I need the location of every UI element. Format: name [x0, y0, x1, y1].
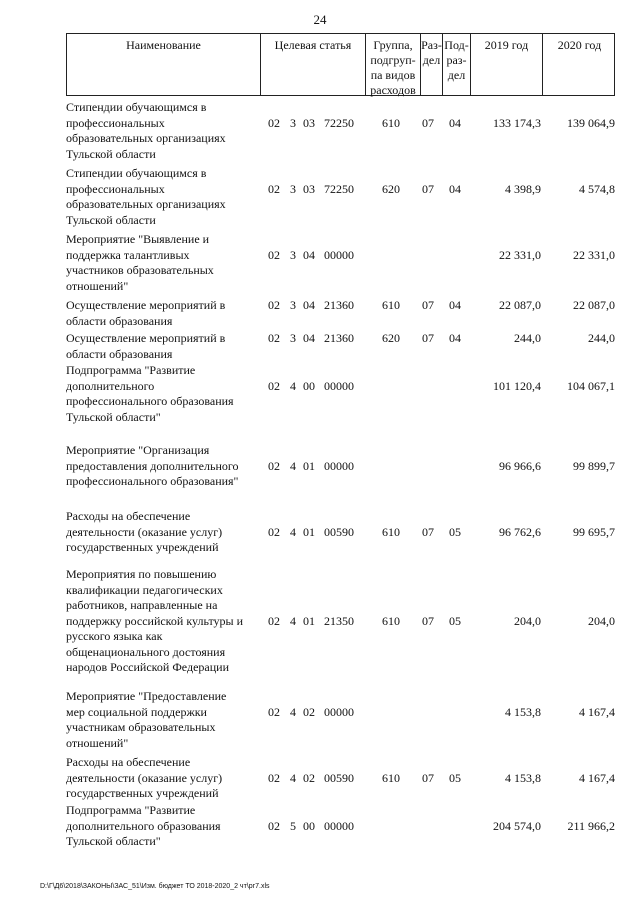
row-name-line: работников, направленные на: [66, 598, 218, 612]
value-2019: 96 966,6: [499, 458, 541, 473]
row-name-line: Осуществление мероприятий в: [66, 298, 226, 312]
row-name-line: профессионального образования: [66, 394, 234, 408]
code-direction: 00590: [324, 524, 354, 539]
code-program: 02: [268, 458, 280, 473]
expense-group: 620: [382, 331, 400, 345]
row-name-line: деятельности (оказание услуг): [66, 524, 223, 539]
code-subprogram: 4: [290, 378, 296, 393]
code-event: 01: [303, 458, 315, 473]
row-name-line: народов Российской Федерации: [66, 660, 229, 674]
row-name-line: области образования: [66, 346, 173, 361]
value-2020: 211 966,2: [567, 818, 615, 833]
code-event: 03: [303, 181, 315, 196]
row-name-line: образовательных организациях: [66, 197, 226, 211]
row-name-line: образовательных организациях: [66, 131, 226, 145]
row-name-line: русского языка как: [66, 629, 163, 643]
subsection: 05: [449, 613, 461, 628]
code-direction: 00000: [324, 378, 354, 393]
row-name: [66, 232, 262, 294]
value-2020: 99 899,7: [573, 458, 615, 473]
expense-group: 610: [382, 298, 400, 312]
code-program: 02: [268, 115, 280, 130]
code-direction: 00000: [324, 704, 354, 719]
section: 07: [422, 524, 434, 539]
row-name-line: области образования: [66, 313, 173, 328]
value-2019: 4 153,8: [505, 704, 541, 719]
code-program: 02: [268, 524, 280, 539]
code-event: 01: [303, 613, 315, 628]
code-subprogram: 3: [290, 181, 296, 196]
file-path-footer: D:\Г\Д6\2018\ЗАКОНЫ\ЗАС_51\Изм. бюджет ТО 2018-2020_2 чт\рг7.xls: [40, 883, 270, 890]
row-name-line: Тульской области: [66, 212, 156, 227]
code-program: 02: [268, 181, 280, 196]
code-subprogram: 3: [290, 298, 296, 312]
row-name: [66, 166, 262, 228]
code-event: 03: [303, 115, 315, 130]
code-event: 02: [303, 770, 315, 785]
code-direction: 21360: [324, 298, 354, 312]
header-group-line: па видов: [370, 68, 416, 82]
code-direction: 00590: [324, 770, 354, 785]
expense-group: 610: [382, 770, 400, 785]
value-2020: 244,0: [588, 331, 615, 345]
row-name-line: Расходы на обеспечение: [66, 509, 191, 523]
section: 07: [422, 331, 434, 345]
value-2019: 4 398,9: [505, 181, 541, 196]
row-name-line: мер социальной поддержки: [66, 704, 207, 719]
row-name-line: поддержка талантливых: [66, 247, 190, 262]
row-name-line: предоставления дополнительного: [66, 458, 239, 473]
header-target: Целевая статья: [260, 34, 365, 95]
value-2020: 139 064,9: [567, 115, 615, 130]
subsection: 04: [449, 115, 461, 130]
subsection: 04: [449, 298, 461, 312]
header-podrazdel-line: дел: [447, 68, 466, 82]
row-name: [66, 298, 262, 329]
value-2020: 204,0: [588, 613, 615, 628]
code-subprogram: 3: [290, 331, 296, 345]
row-name: [66, 689, 262, 751]
row-name: [66, 567, 262, 676]
value-2020: 4 167,4: [579, 704, 615, 719]
row-name-line: участникам образовательных: [66, 720, 216, 734]
code-subprogram: 5: [290, 818, 296, 833]
code-subprogram: 4: [290, 770, 296, 785]
code-direction: 21360: [324, 331, 354, 345]
value-2019: 244,0: [514, 331, 541, 345]
code-direction: 21350: [324, 613, 354, 628]
header-name: Наименование: [126, 38, 201, 52]
code-event: 00: [303, 818, 315, 833]
expense-group: 620: [382, 181, 400, 196]
code-program: 02: [268, 331, 280, 345]
row-name-line: отношений": [66, 278, 129, 293]
row-name-line: профессиональных: [66, 181, 165, 196]
row-name-line: Стипендии обучающимся в: [66, 100, 207, 114]
row-name-line: Подпрограмма "Развитие: [66, 363, 196, 377]
code-direction: 00000: [324, 458, 354, 473]
row-name-line: Мероприятие "Выявление и: [66, 232, 210, 246]
row-name-line: Стипендии обучающимся в: [66, 166, 207, 180]
code-event: 04: [303, 331, 315, 345]
value-2020: 104 067,1: [567, 378, 615, 393]
header-group: [365, 34, 420, 95]
code-direction: 00000: [324, 818, 354, 833]
value-2019: 22 331,0: [499, 247, 541, 262]
expense-group: 610: [382, 115, 400, 130]
header-podrazdel: [442, 34, 470, 95]
row-name-line: квалификации педагогических: [66, 582, 223, 597]
expense-group: 610: [382, 524, 400, 539]
row-name-line: Тульской области": [66, 409, 161, 424]
value-2019: 133 174,3: [493, 115, 541, 130]
row-name-line: профессионального образования": [66, 474, 239, 488]
row-name-line: Тульской области: [66, 146, 156, 161]
row-name: [66, 443, 262, 490]
row-name-line: государственных учреждений: [66, 540, 219, 554]
code-event: 04: [303, 298, 315, 312]
value-2020: 22 087,0: [573, 298, 615, 312]
table-header: [66, 33, 615, 96]
code-program: 02: [268, 247, 280, 262]
row-name: [66, 509, 262, 556]
subsection: 05: [449, 524, 461, 539]
code-program: 02: [268, 613, 280, 628]
value-2020: 22 331,0: [573, 247, 615, 262]
code-event: 00: [303, 378, 315, 393]
value-2019: 204,0: [514, 613, 541, 628]
value-2019: 4 153,8: [505, 770, 541, 785]
row-name-line: дополнительного образования: [66, 818, 221, 833]
header-group-line: подгруп-: [370, 53, 416, 67]
value-2019: 101 120,4: [493, 378, 541, 393]
value-2019: 96 762,6: [499, 524, 541, 539]
subsection: 05: [449, 770, 461, 785]
header-group-line: Группа,: [373, 38, 413, 52]
row-name-line: государственных учреждений: [66, 786, 219, 800]
value-2019: 22 087,0: [499, 298, 541, 312]
row-name-line: участников образовательных: [66, 263, 214, 277]
header-podrazdel-line: раз-: [446, 53, 467, 67]
row-name-line: Мероприятия по повышению: [66, 567, 217, 581]
section: 07: [422, 115, 434, 130]
row-name-line: отношений": [66, 735, 129, 750]
code-direction: 72250: [324, 115, 354, 130]
code-subprogram: 4: [290, 704, 296, 719]
code-program: 02: [268, 818, 280, 833]
value-2020: 99 695,7: [573, 524, 615, 539]
row-name-line: Тульской области": [66, 834, 161, 848]
row-name-line: Расходы на обеспечение: [66, 755, 191, 769]
row-name-line: Мероприятие "Предоставление: [66, 689, 227, 703]
header-podrazdel-line: Под-: [444, 38, 469, 52]
row-name-line: деятельности (оказание услуг): [66, 770, 223, 785]
row-name-line: Осуществление мероприятий в: [66, 331, 226, 345]
row-name: [66, 803, 262, 850]
row-name-line: поддержку российской культуры и: [66, 613, 244, 628]
value-2020: 4 167,4: [579, 770, 615, 785]
section: 07: [422, 770, 434, 785]
code-subprogram: 3: [290, 247, 296, 262]
header-razdel-line: Раз-: [421, 38, 442, 52]
code-event: 02: [303, 704, 315, 719]
row-name-line: Мероприятие "Организация: [66, 443, 210, 457]
row-name: [66, 331, 262, 362]
page-number: 24: [313, 12, 327, 27]
code-program: 02: [268, 704, 280, 719]
code-program: 02: [268, 378, 280, 393]
code-subprogram: 4: [290, 613, 296, 628]
expense-group: 610: [382, 613, 400, 628]
code-event: 04: [303, 247, 315, 262]
code-program: 02: [268, 298, 280, 312]
row-name: [66, 755, 262, 802]
row-name-line: Подпрограмма "Развитие: [66, 803, 196, 817]
code-direction: 00000: [324, 247, 354, 262]
value-2020: 4 574,8: [579, 181, 615, 196]
section: 07: [422, 613, 434, 628]
code-direction: 72250: [324, 181, 354, 196]
row-name: [66, 100, 262, 162]
section: 07: [422, 298, 434, 312]
row-name: [66, 363, 262, 425]
header-2020: 2020 год: [542, 34, 616, 95]
header-razdel-line: дел: [422, 53, 441, 67]
code-subprogram: 4: [290, 458, 296, 473]
subsection: 04: [449, 181, 461, 196]
code-program: 02: [268, 770, 280, 785]
row-name-line: дополнительного: [66, 378, 155, 393]
row-name-line: общенационального достояния: [66, 644, 226, 659]
section: 07: [422, 181, 434, 196]
subsection: 04: [449, 331, 461, 345]
code-subprogram: 3: [290, 115, 296, 130]
code-subprogram: 4: [290, 524, 296, 539]
value-2019: 204 574,0: [493, 818, 541, 833]
header-group-line: расходов: [370, 83, 416, 97]
row-name-line: профессиональных: [66, 115, 165, 130]
code-event: 01: [303, 524, 315, 539]
header-2019: 2019 год: [470, 34, 542, 95]
header-razdel: [420, 34, 442, 95]
